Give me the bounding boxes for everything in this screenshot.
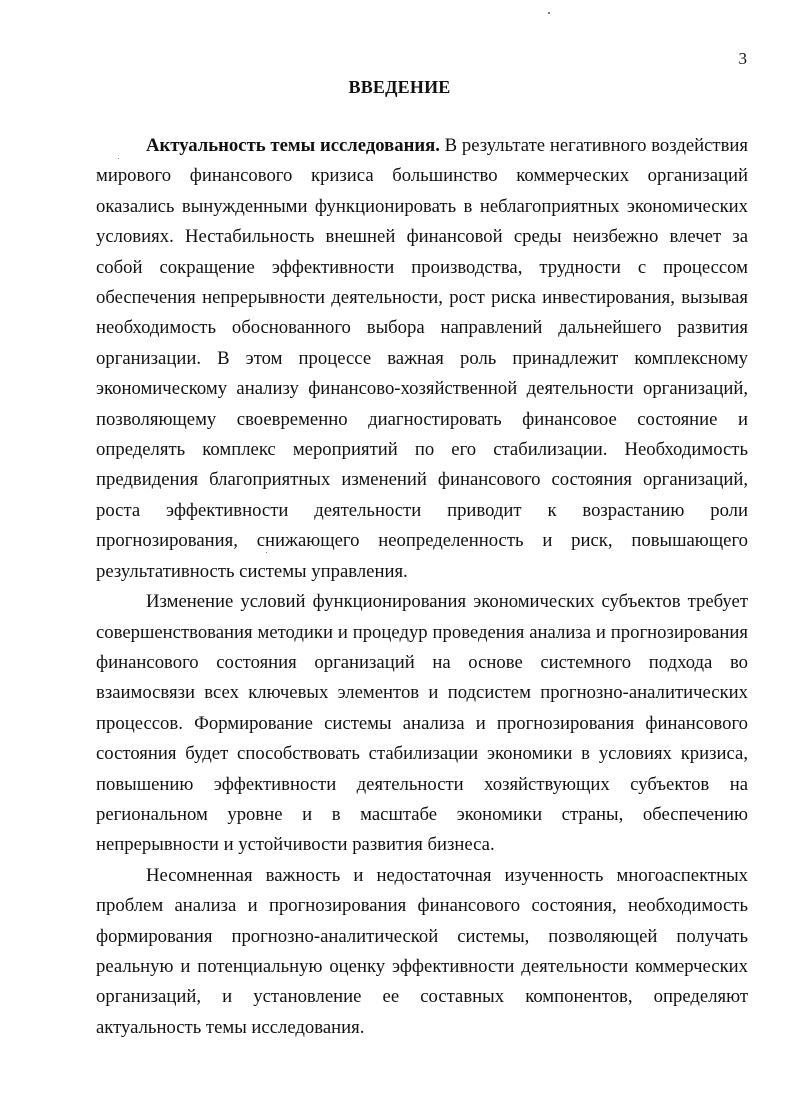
- body-text: [96, 131, 748, 1043]
- paragraph-conditions: Изменение условий функционирования экономических субъектов требует совершенствования методики и процедур проведения анализа и прогнозирования финансового состояния организаций на основе системного подхода во взаимосвязи всех ключевых элементов и подсистем прогнозно-аналитических процессов. Формирование системы анализа и прогнозирования финансового состояния будет способствовать стабилизации экономики в условиях кризиса, повышению эффективности деятельности хозяйствующих субъектов на региональном уровне и в масштабе экономики страны, обеспечению непрерывности и устойчивости развития бизнеса.: [96, 591, 748, 856]
- paragraph-text: В результате негативного воздействия мирового финансового кризиса большинство коммерческих организаций оказались вынужденными функционировать в неблагоприятных экономических условиях. Нестабильность внешней финансовой среды неизбежно влечет за собой сокращение эффективности производства, трудности с процессом обеспечения непрерывности деятельности, рост риска инвестирования, вызывая необходимость обоснованного выбора направлений дальнейшего развития организации. В этом процессе важная роль принадлежит комплексному экономическому анализу финансово-хозяйственной деятельности организаций, позволяющему своевременно диагностировать финансовое состояние и определять комплекс мероприятий по его стабилизации. Необходимость предвидения благоприятных изменений финансового состояния организаций, роста эффективности деятельности приводит к возрастанию роли прогнозирования, снижающего неопределенность и риск, повышающего результативность системы управления.: [96, 135, 749, 582]
- page-number: 3: [738, 49, 747, 68]
- paragraph-importance: Несомненная важность и недостаточная изученность многоаспектных проблем анализа и прогнозирования финансового состояния, необходимость формирования прогнозно-аналитической системы, позволяющей получать реальную и потенциальную оценку эффективности деятельности коммерческих организаций, и установление ее составных компонентов, определяют актуальность темы исследования.: [96, 864, 748, 1038]
- paragraph-relevance: [96, 131, 748, 587]
- scan-speck: [548, 12, 550, 14]
- paragraph-lead: Актуальность темы исследования.: [146, 135, 440, 156]
- section-heading: ВВЕДЕНИЕ: [348, 77, 451, 97]
